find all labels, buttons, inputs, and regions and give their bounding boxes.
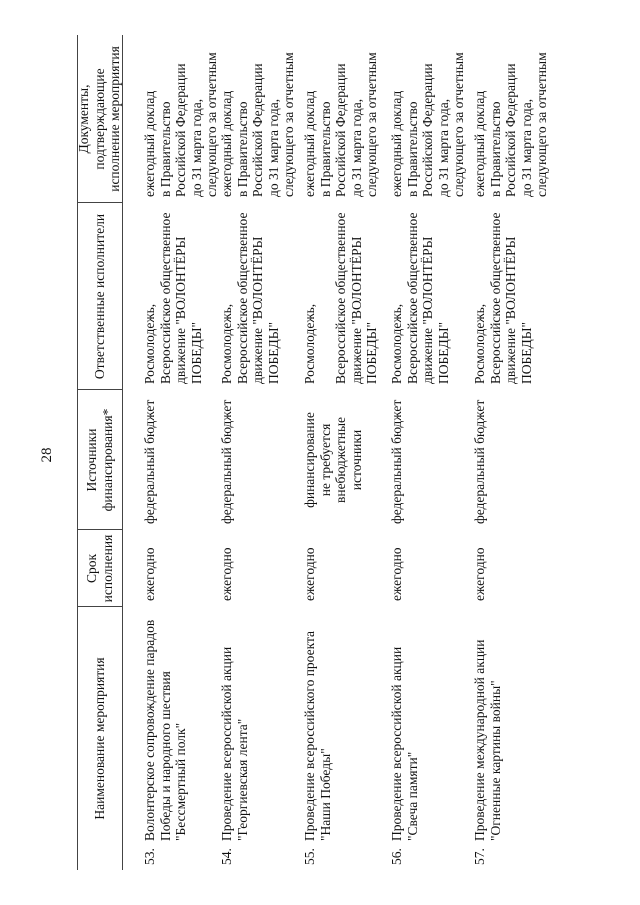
cell-documents bbox=[472, 52, 550, 197]
cell-num: 54. bbox=[219, 848, 234, 865]
cell-sources bbox=[142, 400, 158, 524]
header-sources-line: финансирования* bbox=[99, 408, 115, 512]
documents-line: Российской Федерации bbox=[250, 63, 266, 197]
cell-num: 57. bbox=[472, 848, 487, 865]
name-line: "Бессмертный полк" bbox=[173, 722, 189, 841]
cell-name bbox=[302, 631, 333, 841]
cell-name bbox=[389, 647, 420, 841]
executors-line: движение "ВОЛОНТЁРЫ bbox=[173, 236, 189, 384]
sources-line: не требуется bbox=[317, 423, 333, 497]
executors-line: Росмолодежь, bbox=[142, 303, 157, 384]
name-line: Волонтерское сопровождение парадов bbox=[142, 619, 157, 841]
documents-line: следующего за отчетным bbox=[451, 52, 467, 197]
documents-line: ежегодный доклад bbox=[219, 90, 234, 197]
name-line: "Огненные картины войны" bbox=[487, 680, 503, 841]
documents-line: Российской Федерации bbox=[333, 63, 349, 197]
executors-line: движение "ВОЛОНТЁРЫ bbox=[420, 236, 436, 384]
cell-sources bbox=[302, 390, 364, 530]
executors-line: Всероссийское общественное bbox=[404, 212, 420, 384]
cell-term: ежегодно bbox=[219, 547, 234, 601]
header-name-text: Наименование мероприятия bbox=[91, 657, 107, 820]
name-line: "Георгиевская лента" bbox=[234, 718, 250, 841]
cell-term: ежегодно bbox=[302, 547, 317, 601]
executors-line: ПОБЕДЫ" bbox=[364, 322, 380, 384]
cell-name bbox=[142, 620, 189, 841]
documents-line: в Правительство bbox=[487, 101, 503, 197]
header-term bbox=[77, 530, 122, 607]
executors-line: движение "ВОЛОНТЁРЫ bbox=[503, 236, 519, 384]
header-documents-line: исполнение мероприятия bbox=[107, 46, 123, 192]
name-line: Проведение международной акции bbox=[472, 639, 487, 841]
cell-documents bbox=[219, 52, 297, 197]
header-documents-line: Документы, bbox=[76, 84, 92, 154]
name-line: Проведение всероссийского проекта bbox=[302, 630, 317, 841]
header-executors-text: Ответственные исполнители bbox=[91, 213, 107, 380]
documents-line: Российской Федерации bbox=[173, 63, 189, 197]
header-sources-line: Источники bbox=[83, 428, 99, 492]
cell-executors bbox=[142, 213, 204, 384]
sources-line: финансирование bbox=[302, 412, 317, 508]
cell-executors bbox=[219, 213, 281, 384]
header-sources bbox=[77, 390, 122, 530]
executors-line: Всероссийское общественное bbox=[487, 212, 503, 384]
documents-line: до 31 марта года, bbox=[518, 98, 534, 197]
executors-line: Росмолодежь, bbox=[472, 303, 487, 384]
cell-sources bbox=[472, 400, 488, 524]
executors-line: ПОБЕДЫ" bbox=[435, 322, 451, 384]
cell-num: 53. bbox=[142, 848, 157, 865]
executors-line: ПОБЕДЫ" bbox=[265, 322, 281, 384]
name-line: "Наши Победы" bbox=[317, 748, 333, 841]
executors-line: Росмолодежь, bbox=[219, 303, 234, 384]
name-line: Победы и народного шествия bbox=[157, 671, 173, 841]
name-line: Проведение всероссийской акции bbox=[219, 646, 234, 841]
page-number: 28 bbox=[39, 447, 55, 463]
cell-name bbox=[219, 647, 250, 841]
cell-documents bbox=[389, 52, 467, 197]
name-line: "Свеча памяти" bbox=[404, 751, 420, 841]
executors-line: движение "ВОЛОНТЁРЫ bbox=[348, 236, 364, 384]
documents-line: в Правительство bbox=[317, 101, 333, 197]
documents-line: Российской Федерации bbox=[503, 63, 519, 197]
executors-line: Всероссийское общественное bbox=[333, 212, 349, 384]
documents-line: следующего за отчетным bbox=[204, 52, 220, 197]
sources-line: внебюджетные bbox=[333, 416, 349, 504]
cell-executors bbox=[389, 213, 451, 384]
executors-line: Всероссийское общественное bbox=[234, 212, 250, 384]
cell-term: ежегодно bbox=[142, 547, 157, 601]
documents-line: в Правительство bbox=[157, 101, 173, 197]
cell-sources bbox=[389, 400, 405, 524]
sources-line: федеральный бюджет bbox=[389, 399, 404, 524]
documents-line: следующего за отчетным bbox=[534, 52, 550, 197]
header-documents-line: подтверждающие bbox=[91, 68, 107, 170]
executors-line: ПОБЕДЫ" bbox=[188, 322, 204, 384]
documents-line: в Правительство bbox=[404, 101, 420, 197]
documents-line: ежегодный доклад bbox=[302, 90, 317, 197]
sources-line: источники bbox=[348, 429, 364, 491]
sources-line: федеральный бюджет bbox=[472, 399, 487, 524]
cell-documents bbox=[302, 52, 380, 197]
documents-line: ежегодный доклад bbox=[142, 90, 157, 197]
cell-executors bbox=[302, 213, 380, 384]
executors-line: Росмолодежь, bbox=[389, 303, 404, 384]
documents-line: следующего за отчетным bbox=[281, 52, 297, 197]
cell-name bbox=[472, 639, 503, 841]
documents-line: Российской Федерации bbox=[420, 63, 436, 197]
sources-line: федеральный бюджет bbox=[142, 399, 157, 524]
executors-line: Всероссийское общественное bbox=[157, 212, 173, 384]
documents-line: ежегодный доклад bbox=[389, 90, 404, 197]
cell-documents bbox=[142, 52, 220, 197]
sources-line: федеральный бюджет bbox=[219, 399, 234, 524]
cell-sources bbox=[219, 400, 235, 524]
executors-line: движение "ВОЛОНТЁРЫ bbox=[250, 236, 266, 384]
documents-line: в Правительство bbox=[234, 101, 250, 197]
cell-executors bbox=[472, 213, 534, 384]
header-term-line: исполнения bbox=[99, 534, 115, 603]
header-term-line: Срок bbox=[83, 553, 99, 584]
documents-line: следующего за отчетным bbox=[364, 52, 380, 197]
header-documents bbox=[77, 35, 122, 203]
documents-line: ежегодный доклад bbox=[472, 90, 487, 197]
header-name bbox=[77, 607, 122, 870]
documents-line: до 31 марта года, bbox=[265, 98, 281, 197]
documents-line: до 31 марта года, bbox=[188, 98, 204, 197]
cell-term: ежегодно bbox=[472, 547, 487, 601]
cell-term: ежегодно bbox=[389, 547, 404, 601]
executors-line: ПОБЕДЫ" bbox=[518, 322, 534, 384]
executors-line bbox=[318, 213, 334, 384]
header-executors bbox=[77, 203, 122, 390]
executors-line: Росмолодежь, bbox=[302, 303, 317, 384]
documents-line: до 31 марта года, bbox=[348, 98, 364, 197]
name-line: Проведение всероссийской акции bbox=[389, 646, 404, 841]
cell-num: 55. bbox=[302, 848, 317, 865]
documents-line: до 31 марта года, bbox=[435, 98, 451, 197]
cell-num: 56. bbox=[389, 848, 404, 865]
